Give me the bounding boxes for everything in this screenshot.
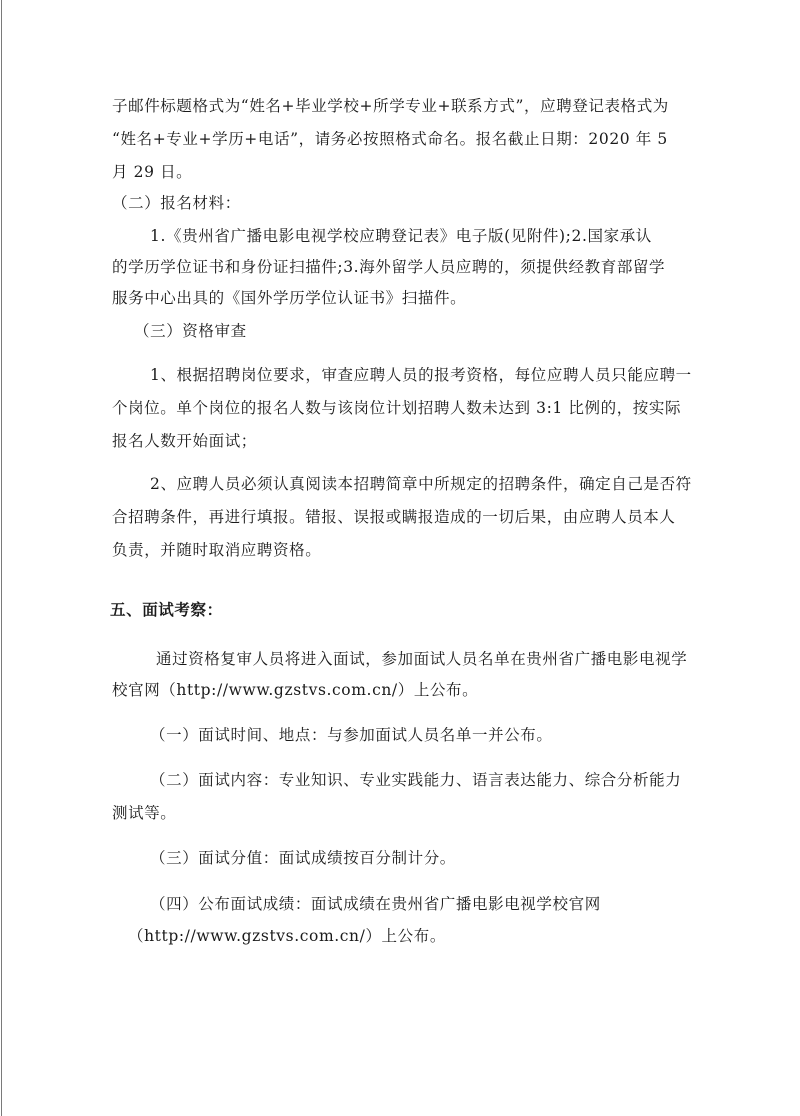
paragraph-review-1-line-1: 1、根据招聘岗位要求，审查应聘人员的报考资格，每位应聘人员只能应聘一 — [150, 366, 692, 384]
paragraph-interview-intro-line-2: 校官网（http://www.gzstvs.com.cn/）上公布。 — [112, 681, 479, 699]
paragraph-interview-content-line-2: 测试等。 — [112, 804, 177, 822]
paragraph-review-2-line-3: 负责，并随时取消应聘资格。 — [112, 541, 322, 559]
paragraph-interview-content-line-1: （二）面试内容：专业知识、专业实践能力、语言表达能力、综合分析能力 — [150, 771, 682, 789]
paragraph-email-format-line-3: 月 29 日。 — [112, 163, 193, 181]
section-heading-interview: 五、面试考察： — [110, 600, 223, 619]
paragraph-review-2-line-1: 2、应聘人员必须认真阅读本招聘简章中所规定的招聘条件，确定自己是否符 — [150, 475, 692, 493]
paragraph-review-1-line-3: 报名人数开始面试； — [112, 432, 257, 450]
paragraph-interview-intro-line-1: 通过资格复审人员将进入面试，参加面试人员名单在贵州省广播电影电视学 — [156, 650, 688, 668]
paragraph-review-1-line-2: 个岗位。单个岗位的报名人数与该岗位计划招聘人数未达到 3:1 比例的，按实际 — [112, 399, 682, 417]
paragraph-materials-line-1: 1.《贵州省广播电影电视学校应聘登记表》电子版(见附件);2.国家承认 — [150, 227, 652, 245]
subheading-qualification-review: （三）资格审查 — [134, 322, 247, 340]
paragraph-interview-results-line-1: （四）公布面试成绩：面试成绩在贵州省广播电影电视学校官网 — [150, 895, 601, 913]
paragraph-review-2-line-2: 合招聘条件，再进行填报。错报、误报或瞒报造成的一切后果，由应聘人员本人 — [112, 508, 676, 526]
paragraph-email-format-line-2: “姓名+专业+学历+电话”，请务必按照格式命名。报名截止日期：2020 年 5 — [112, 130, 668, 148]
paragraph-materials-line-3: 服务中心出具的《国外学历学位认证书》扫描件。 — [112, 289, 467, 307]
paragraph-email-format-line-1: 子邮件标题格式为“姓名+毕业学校+所学专业+联系方式”，应聘登记表格式为 — [112, 97, 669, 115]
paragraph-interview-time-place: （一）面试时间、地点：与参加面试人员名单一并公布。 — [150, 726, 553, 744]
paragraph-interview-score: （三）面试分值：面试成绩按百分制计分。 — [150, 849, 456, 867]
paragraph-materials-line-2: 的学历学位证书和身份证扫描件;3.海外留学人员应聘的，须提供经教育部留学 — [112, 258, 666, 276]
paragraph-interview-results-line-2: （http://www.gzstvs.com.cn/）上公布。 — [128, 927, 446, 945]
subheading-application-materials: （二）报名材料： — [112, 194, 241, 212]
